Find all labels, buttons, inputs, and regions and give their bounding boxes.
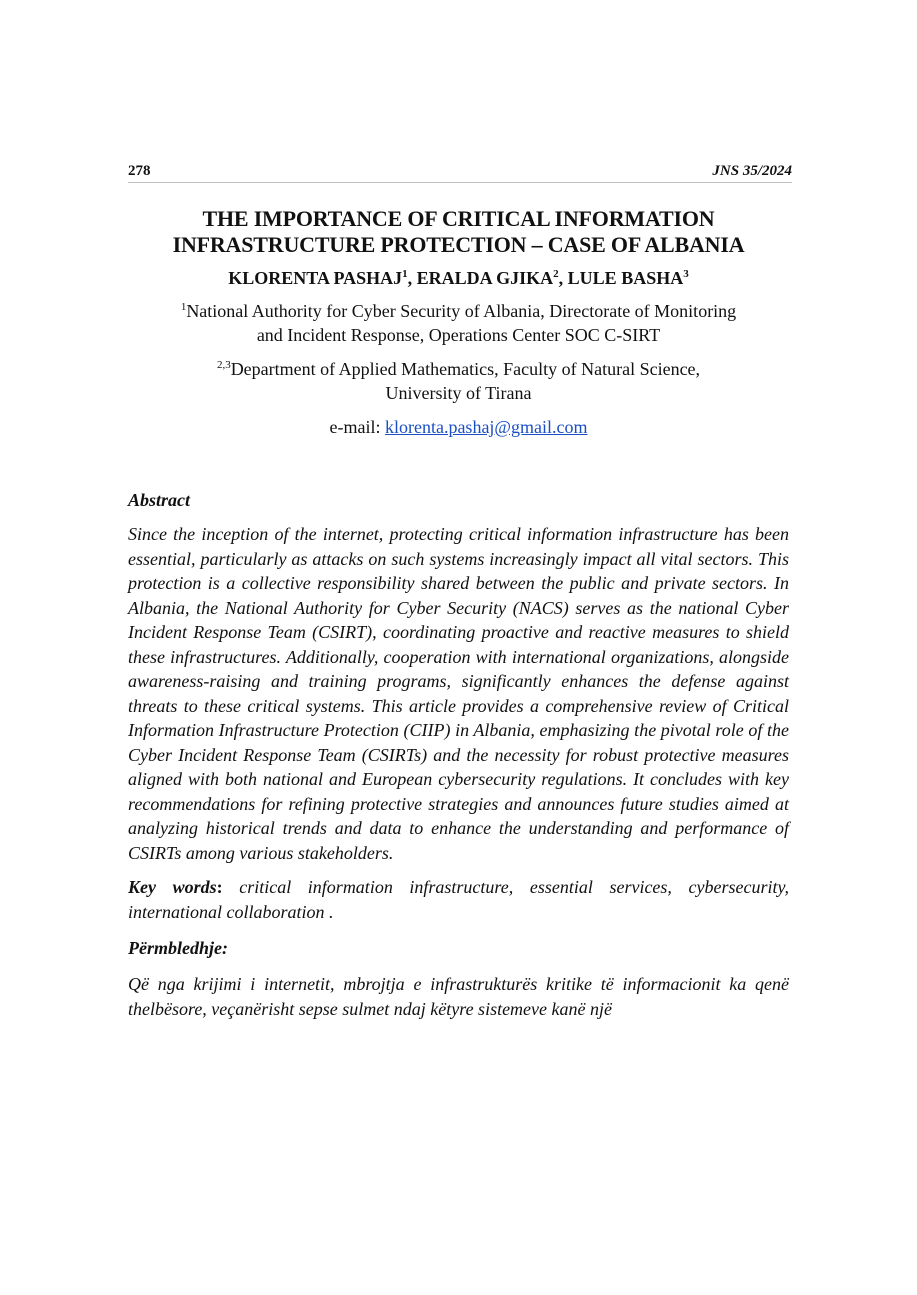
affiliation-line: and Incident Response, Operations Center SOC C-SIRT [256, 325, 661, 345]
affiliation-2 [128, 357, 789, 405]
author-name: KLORENTA PASHAJ [228, 268, 403, 288]
email-label: e-mail: [329, 417, 385, 437]
author-affiliation-mark: 1 [402, 268, 408, 280]
keywords [128, 875, 789, 924]
author-separator: , [407, 268, 417, 288]
journal-reference: JNS 35/2024 [712, 163, 792, 179]
author-affiliation-mark: 2 [553, 268, 559, 280]
summary-heading: Përmbledhje: [128, 938, 228, 958]
abstract-text: Since the inception of the internet, protecting critical information infrastructure has been essential, particularly as attacks on such systems increasingly impact all vital sectors. This protection is a collective responsibility shared between the public and private sectors. In Albania, the National Authority for Cyber Security (NACS) serves as the national Cyber Incident Response Team (CSIRT), coordinating proactive and reactive measures to shield these infrastructures. Additionally, cooperation with international organizations, alongside awareness-raising and training programs, significantly enhances the defense against threats to these critical systems. This article provides a comprehensive review of Critical Information Infrastructure Protection (CIIP) in Albania, emphasizing the pivotal role of the Cyber Incident Response Team (CSIRTs) and the necessity for robust protective measures aligned with both national and European cybersecurity regulations. It concludes with key recommendations for refining protective strategies and announces future studies aimed at analyzing historical trends and data to enhance the understanding and performance of CSIRTs among various stakeholders. [128, 524, 789, 863]
page-number: 278 [128, 163, 151, 179]
keywords-label: Key words [128, 877, 217, 897]
affiliation-mark: 1 [180, 301, 187, 313]
affiliation-line: National Authority for Cyber Security of Albania, Directorate of Monitoring [186, 301, 737, 321]
affiliation-mark: 2,3 [216, 359, 231, 371]
abstract-heading: Abstract [128, 490, 191, 510]
author-name: LULE BASHA [567, 268, 684, 288]
author-separator: , [558, 268, 568, 288]
summary-text: Që nga krijimi i internetit, mbrojtja e infrastrukturës kritike të informacionit ka qenë thelbësore, veçanërisht sepse sulmet ndaj këtyre sistemeve kanë një [128, 974, 789, 1019]
title-line-1: THE IMPORTANCE OF CRITICAL INFORMATION [202, 206, 715, 231]
affiliation-line: University of Tirana [385, 383, 532, 403]
affiliation-line: Department of Applied Mathematics, Faculty of Natural Science, [230, 359, 701, 379]
paper-body [128, 206, 789, 1021]
author-name: ERALDA GJIKA [416, 268, 554, 288]
keywords-text: critical information infrastructure, essential services, cybersecurity, international collaboration . [128, 877, 789, 922]
author-list [128, 266, 789, 290]
running-header [128, 160, 792, 183]
contact-email [128, 415, 789, 439]
affiliation-1 [128, 299, 789, 347]
paper-title [128, 206, 789, 258]
author-affiliation-mark: 3 [683, 268, 689, 280]
title-line-2: INFRASTRUCTURE PROTECTION – CASE OF ALBANIA [172, 232, 745, 257]
email-link[interactable]: klorenta.pashaj@gmail.com [384, 417, 588, 437]
keywords-colon: : [216, 877, 223, 897]
